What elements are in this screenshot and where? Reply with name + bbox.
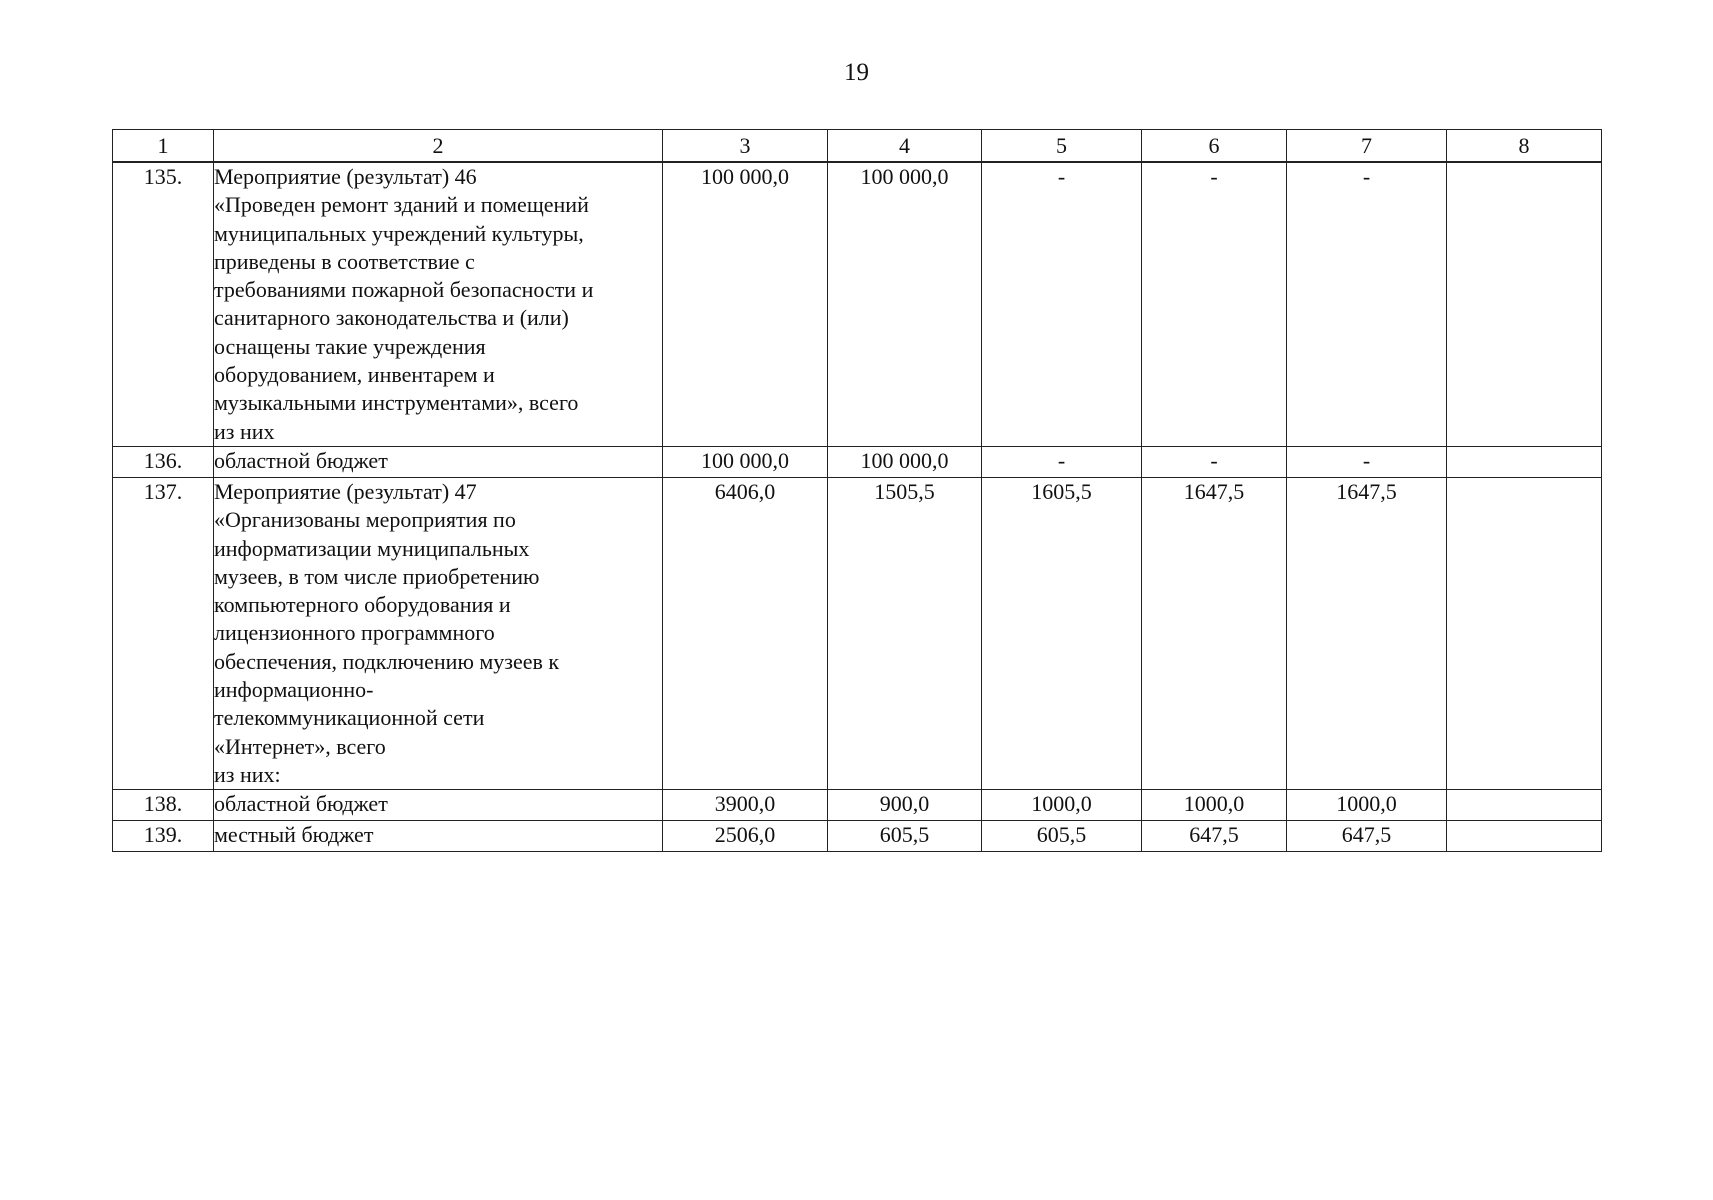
value-cell: - [1287,446,1447,477]
value-cell [1447,162,1602,446]
value-cell: 1000,0 [1287,790,1447,821]
description-line: из них: [214,761,281,787]
value-cell: 3900,0 [663,790,828,821]
value-cell: - [1287,162,1447,446]
value-cell: 1605,5 [982,477,1142,789]
description-line: музеев, в том числе приобретению [214,563,540,589]
column-header: 6 [1142,130,1287,163]
description-line: санитарного законодательства и (или) [214,305,569,331]
row-description [214,446,663,477]
description-line: муниципальных учреждений культуры, [214,220,584,246]
description-line: местный бюджет [214,822,374,848]
description-line: приведены в соответствие с [214,248,475,274]
description-line: оборудованием, инвентарем и [214,362,495,388]
value-cell: 6406,0 [663,477,828,789]
description-line: оснащены такие учреждения [214,333,486,359]
value-cell: 605,5 [982,821,1142,852]
value-cell: 1647,5 [1287,477,1447,789]
description-line: областной бюджет [214,447,388,473]
description-line: информационно- [214,677,374,703]
column-header: 2 [214,130,663,163]
description-line: Мероприятие (результат) 47 [214,478,477,504]
description-line: «Организованы мероприятия по [214,507,516,533]
description-line: требованиями пожарной безопасности и [214,277,594,303]
description-line: «Интернет», всего [214,733,386,759]
value-cell: 2506,0 [663,821,828,852]
value-cell [1447,821,1602,852]
description-line: лицензионного программного [214,620,495,646]
value-cell: 605,5 [828,821,982,852]
table-row [113,477,1602,789]
column-header: 4 [828,130,982,163]
value-cell: 647,5 [1287,821,1447,852]
value-cell [1447,446,1602,477]
value-cell: 100 000,0 [828,162,982,446]
value-cell: - [1142,162,1287,446]
value-cell: 1647,5 [1142,477,1287,789]
value-cell: 100 000,0 [828,446,982,477]
column-header: 8 [1447,130,1602,163]
value-cell: 1000,0 [982,790,1142,821]
row-description [214,821,663,852]
description-line: компьютерного оборудования и [214,592,511,618]
row-description [214,477,663,789]
column-header: 1 [113,130,214,163]
row-number: 136. [113,446,214,477]
description-line: областной бюджет [214,791,388,817]
description-line: из них [214,418,275,444]
row-description [214,790,663,821]
value-cell [1447,477,1602,789]
description-line: обеспечения, подключению музеев к [214,648,560,674]
column-header: 3 [663,130,828,163]
row-number: 135. [113,162,214,446]
value-cell: 900,0 [828,790,982,821]
table-row [113,821,1602,852]
table-row [113,162,1602,446]
value-cell: 1000,0 [1142,790,1287,821]
table-row [113,446,1602,477]
value-cell: - [1142,446,1287,477]
value-cell: - [982,162,1142,446]
description-line: музыкальными инструментами», всего [214,390,579,416]
column-number-row [113,130,1602,163]
description-line: телекоммуникационной сети [214,705,485,731]
description-line: «Проведен ремонт зданий и помещений [214,192,589,218]
description-line: информатизации муниципальных [214,535,530,561]
row-number: 138. [113,790,214,821]
value-cell: 647,5 [1142,821,1287,852]
page-number: 19 [844,59,869,86]
value-cell [1447,790,1602,821]
row-number: 137. [113,477,214,789]
table-row [113,790,1602,821]
description-line: Мероприятие (результат) 46 [214,164,477,189]
value-cell: 100 000,0 [663,446,828,477]
value-cell: 100 000,0 [663,162,828,446]
row-description [214,162,663,446]
budget-table [112,129,1602,852]
value-cell: 1505,5 [828,477,982,789]
value-cell: - [982,446,1142,477]
row-number: 139. [113,821,214,852]
column-header: 7 [1287,130,1447,163]
column-header: 5 [982,130,1142,163]
